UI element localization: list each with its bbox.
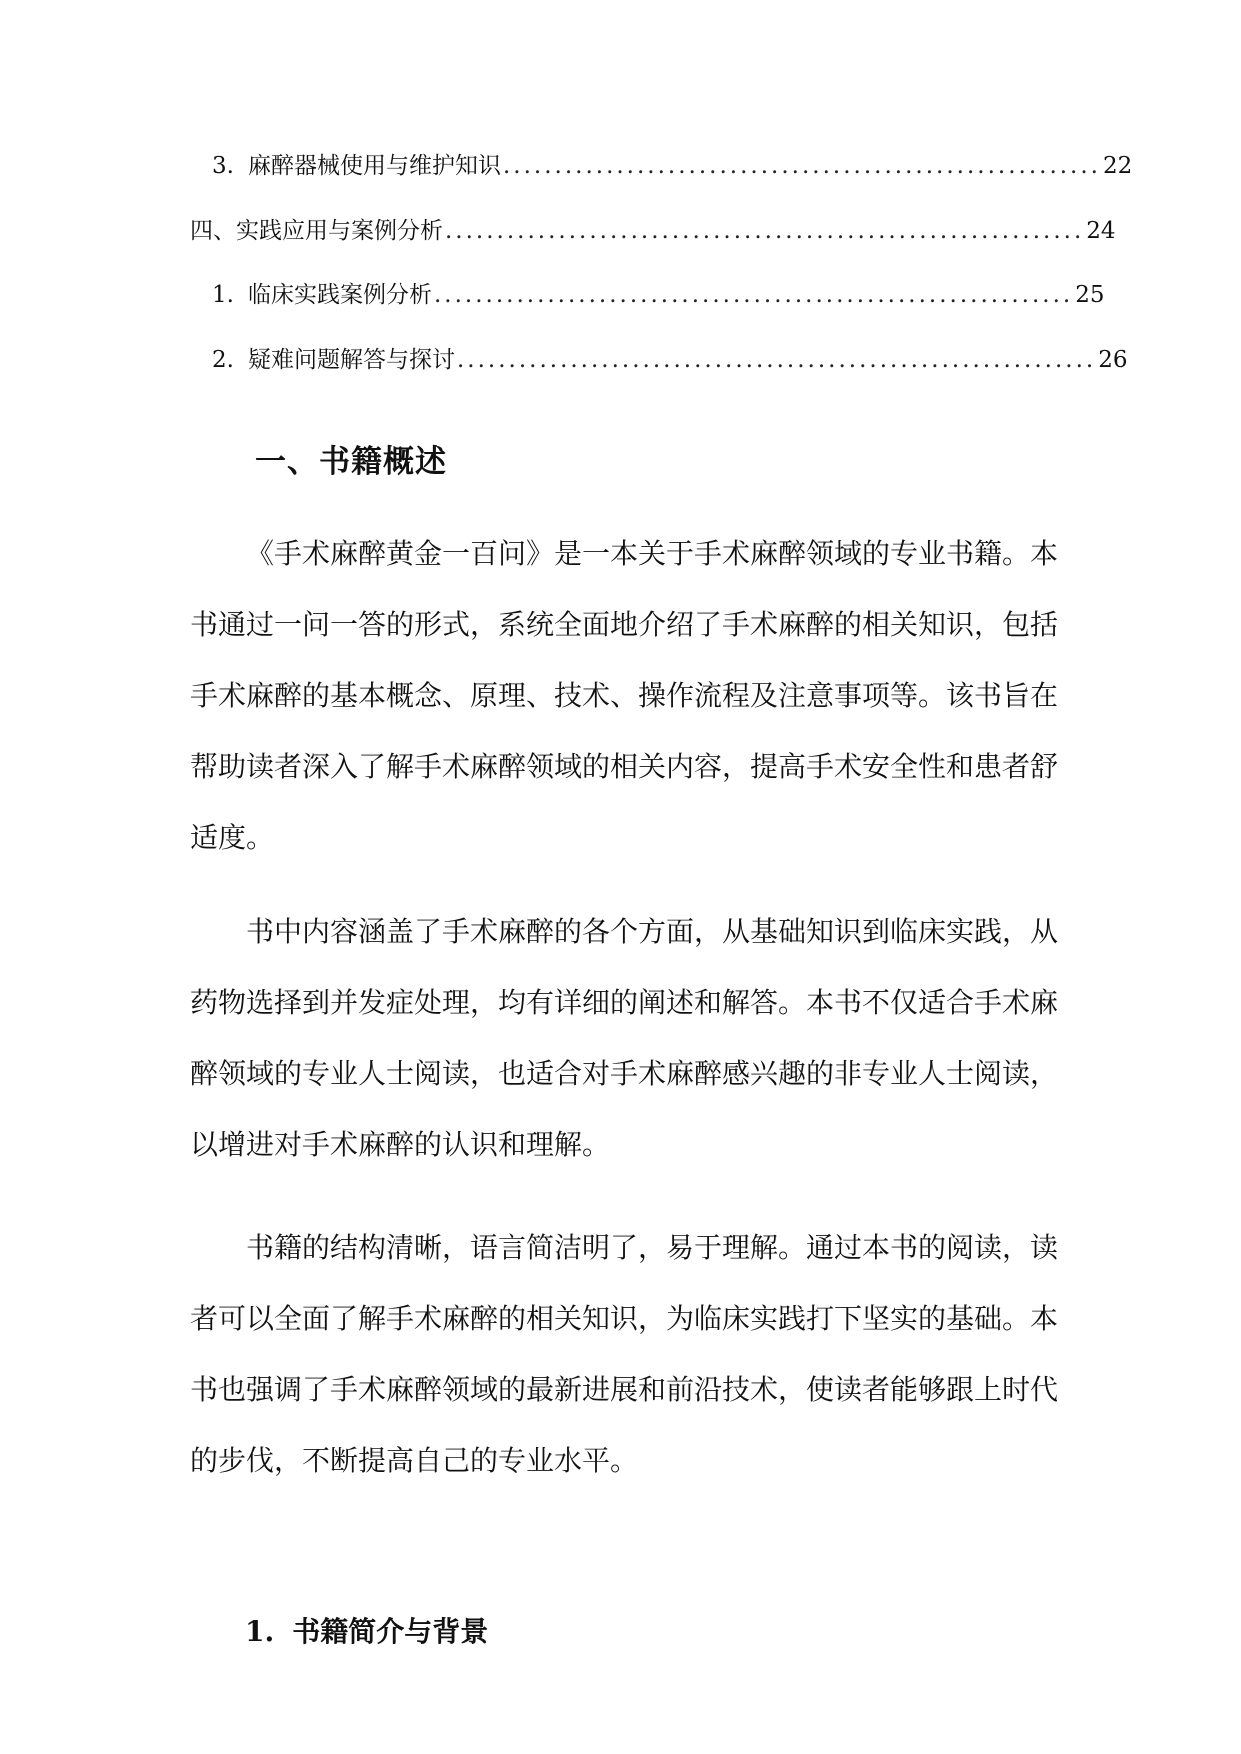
toc-entry-title: 四、实践应用与案例分析: [190, 218, 443, 244]
toc-entry-page: 25: [1075, 282, 1105, 308]
toc-leader-dots: ..............................................................: [456, 347, 1097, 373]
toc-entry[interactable]: [212, 344, 1128, 376]
toc-leader-dots: ..............................................................: [433, 282, 1074, 308]
toc-entry-page: 26: [1098, 347, 1128, 373]
toc-leader-dots: ..........................................................: [502, 153, 1101, 179]
toc-entry[interactable]: [212, 279, 1105, 311]
toc-entry[interactable]: [212, 150, 1133, 182]
subsection-number: 1.: [245, 1615, 275, 1648]
toc-entry-number: 1.: [212, 282, 234, 308]
toc-entry-page: 22: [1103, 153, 1133, 179]
toc-entry-page: 24: [1086, 218, 1116, 244]
subsection-title: 书籍简介与背景: [292, 1615, 489, 1648]
toc-entry-title: 麻醉器械使用与维护知识: [247, 153, 501, 179]
toc-leader-dots: ..............................................................: [445, 218, 1085, 244]
body-paragraph: 书籍的结构清晰，语言简洁明了，易于理解。通过本书的阅读，读者可以全面了解手术麻醉的相关知识，为临床实践打下坚实的基础。本书也强调了手术麻醉领域的最新进展和前沿技术，使读者能够跟上时代的步伐，不断提高自己的专业水平。: [190, 1231, 1059, 1477]
toc-entry-number: 2.: [212, 347, 234, 373]
subsection-heading: [245, 1612, 488, 1652]
toc-entry-title: 疑难问题解答与探讨: [247, 347, 455, 373]
toc-entry-title: 临床实践案例分析: [247, 282, 432, 308]
body-paragraph: 书中内容涵盖了手术麻醉的各个方面，从基础知识到临床实践，从药物选择到并发症处理，均有详细的阐述和解答。本书不仅适合手术麻醉领域的专业人士阅读，也适合对手术麻醉感兴趣的非专业人士阅读，以增进对手术麻醉的认识和理解。: [190, 915, 1059, 1161]
body-paragraph: 《手术麻醉黄金一百问》是一本关于手术麻醉领域的专业书籍。本书通过一问一答的形式，系统全面地介绍了手术麻醉的相关知识，包括手术麻醉的基本概念、原理、技术、操作流程及注意事项等。该书旨在帮助读者深入了解手术麻醉领域的相关内容，提高手术安全性和患者舒适度。: [190, 537, 1059, 854]
toc-entry[interactable]: [190, 215, 1116, 247]
toc-entry-number: 3.: [212, 153, 234, 179]
section-heading: 一、书籍概述: [255, 444, 447, 480]
